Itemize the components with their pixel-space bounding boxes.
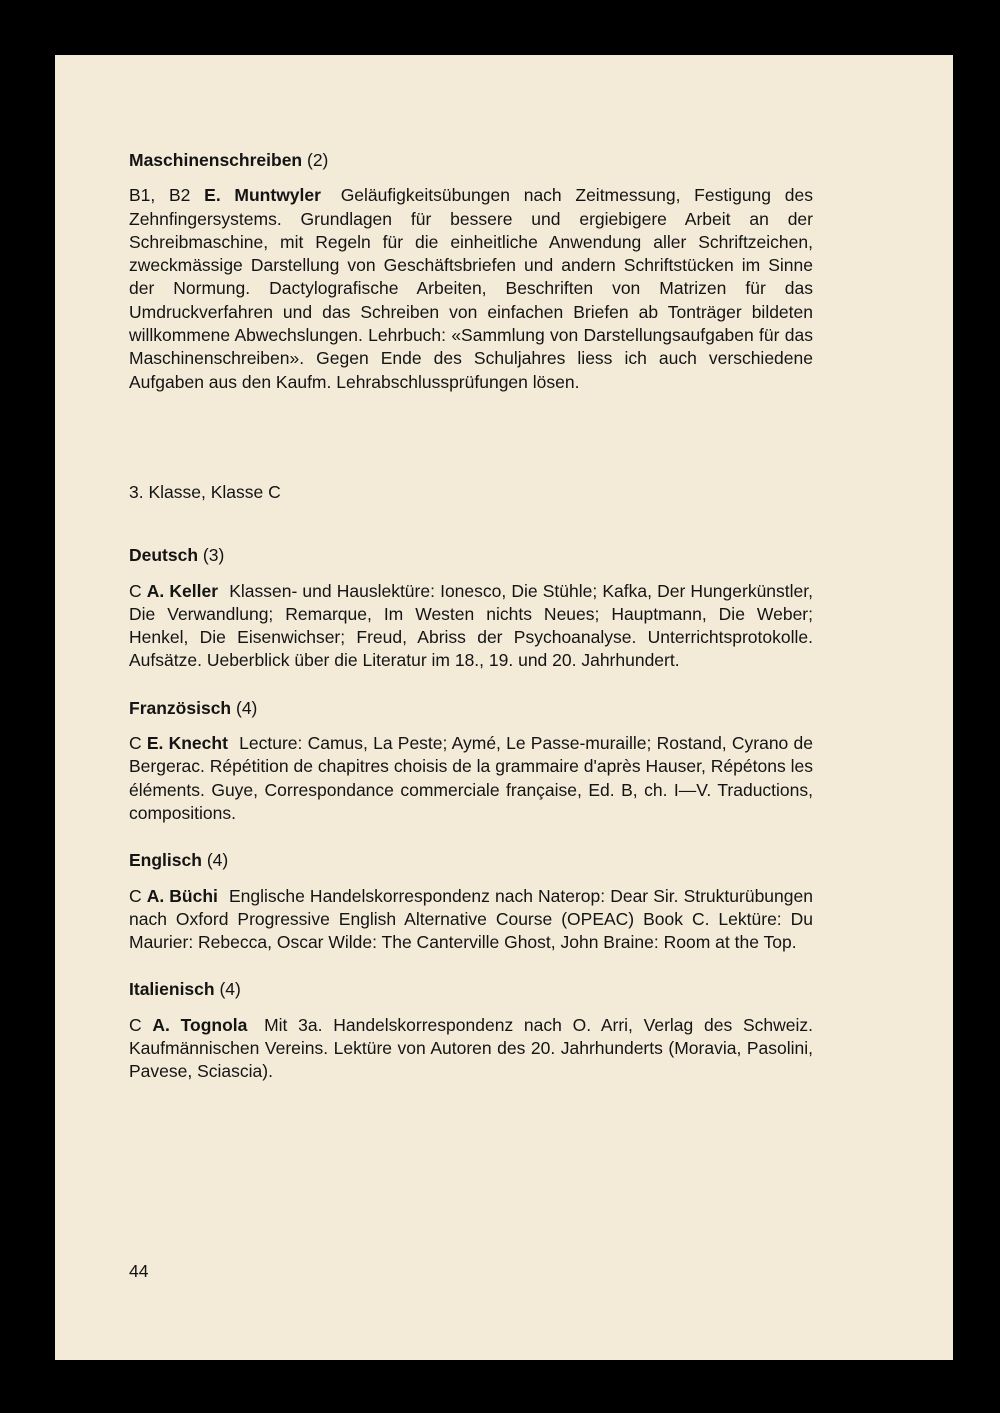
section-franzoesisch <box>129 697 813 825</box>
section-italienisch <box>129 978 813 1083</box>
section-body <box>129 732 813 825</box>
section-classes: C <box>129 885 142 906</box>
page-content <box>129 149 813 1108</box>
section-maschinenschreiben <box>129 149 813 394</box>
section-englisch <box>129 849 813 954</box>
section-teacher: E. Knecht <box>146 733 228 754</box>
section-heading <box>129 544 813 567</box>
section-body <box>129 184 813 394</box>
section-text: Geläufigkeitsübungen nach Zeitmessung, Festigung des Zehnfingersystems. Grundlagen für bessere und ergiebigere Arbeit an der Schreibmaschine, mit Regeln für die einheitliche Anwendung aller Schriftzeichen, zweckmässige Darstellung von Geschäftsbriefen und andern Schriftstücken im Sinne der Normung. Dactylografische Arbeiten, Beschriften von Matrizen für das Umdruckverfahren und das Schreiben von einfachen Briefen ab Tonträger bildeten willkommene Abwechslungen. Lehrbuch: «Sammlung von Darstellungsaufgaben für das Maschinenschreiben». Gegen Ende des Schuljahres liess ich auch verschiedene Aufgaben aus den Kaufm. Lehrabschlussprüfungen lösen. <box>129 185 813 392</box>
section-body <box>129 1014 813 1084</box>
section-title: Maschinenschreiben <box>129 150 303 170</box>
section-hours: (3) <box>202 545 225 566</box>
document-page <box>55 55 953 1360</box>
page-number: 44 <box>129 1261 149 1281</box>
section-title: Französisch <box>129 697 232 718</box>
section-body <box>129 580 813 673</box>
section-text: Mit 3a. Handelskorrespondenz nach O. Arri, Verlag des Schweiz. Kaufmännischen Vereins. Lektüre von Autoren des 20. Jahrhunderts (Moravia, Pasolini, Pavese, Sciascia). <box>129 1014 813 1082</box>
section-heading <box>129 149 813 172</box>
section-title: Englisch <box>129 850 202 871</box>
section-text: Englische Handelskorrespondenz nach Naterop: Dear Sir. Strukturübungen nach Oxford Progressive English Alternative Course (OPEAC) Book C. Lektüre: Du Maurier: Rebecca, Oscar Wilde: The Canterville Ghost, John Braine: Room at the Top. <box>129 885 813 953</box>
section-text: Lecture: Camus, La Peste; Aymé, Le Passe-muraille; Rostand, Cyrano de Bergerac. Répétition de chapitres choisis de la grammaire d'après Hauser, Répétons les éléments. Guye, Correspondance commerciale française, Ed. B, ch. I—V. Traductions, compositions. <box>129 733 813 823</box>
section-classes: C <box>129 580 142 601</box>
section-title: Deutsch <box>129 545 199 566</box>
section-body <box>129 885 813 955</box>
section-heading <box>129 978 813 1001</box>
section-hours: (2) <box>307 150 329 170</box>
section-hours: (4) <box>219 979 241 1000</box>
section-teacher: A. Büchi <box>146 885 218 906</box>
section-classes: C <box>129 733 142 754</box>
section-teacher: E. Muntwyler <box>204 185 321 206</box>
class-heading: 3. Klasse, Klasse C <box>129 481 281 502</box>
section-teacher: A. Keller <box>146 580 219 601</box>
section-heading <box>129 849 813 872</box>
section-heading <box>129 697 813 720</box>
section-classes: B1, B2 <box>129 185 191 206</box>
section-deutsch <box>129 544 813 672</box>
section-title: Italienisch <box>129 979 215 1000</box>
section-teacher: A. Tognola <box>152 1014 248 1035</box>
section-classes: C <box>129 1014 142 1035</box>
section-hours: (4) <box>236 697 258 718</box>
section-hours: (4) <box>206 850 229 871</box>
section-text: Klassen- und Hauslektüre: Ionesco, Die Stühle; Kafka, Der Hungerkünstler, Die Verwandlung; Remarque, Im Westen nichts Neues; Hauptmann, Die Weber; Henkel, Die Eisenwichser; Freud, Abriss der Psychoanalyse. Unterrichtsprotokolle. Aufsätze. Ueberblick über die Literatur im 18., 19. und 20. Jahrhundert. <box>129 580 813 671</box>
